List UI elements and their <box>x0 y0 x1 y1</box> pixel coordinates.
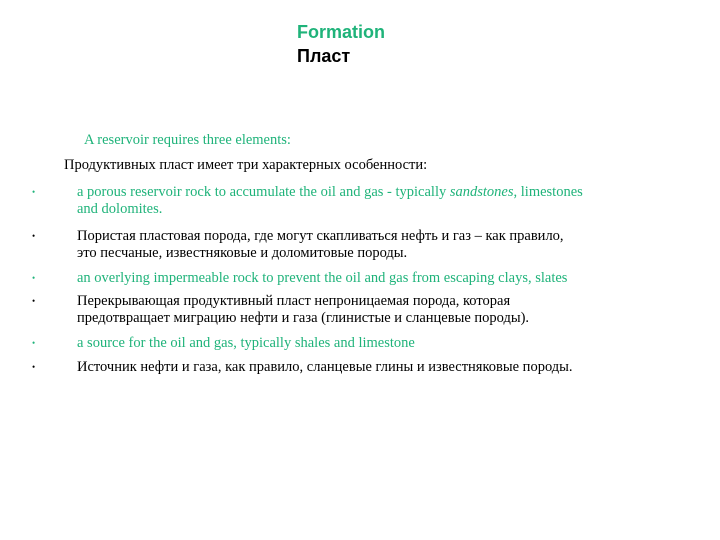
bullet-icon: • <box>32 187 36 197</box>
bullet-icon: • <box>32 338 36 348</box>
list-item-line: an overlying impermeable rock to prevent the oil and gas from escaping clays, slates <box>77 270 568 286</box>
list-item-text: a porous reservoir rock to accumulate the oil and gas - typically <box>77 184 450 200</box>
list-item-text: , limestones <box>513 184 583 200</box>
list-item <box>32 184 687 218</box>
title-english: Formation <box>297 22 385 42</box>
bullet-icon: • <box>32 296 36 306</box>
list-item-line: это песчаные, известняковые и доломитовые породы. <box>77 245 408 261</box>
list-item <box>32 335 687 352</box>
list-item-line: предотвращает миграцию нефти и газа (глинистые и сланцевые породы). <box>77 310 530 326</box>
list-item-line: and dolomites. <box>77 201 163 217</box>
bullet-icon: • <box>32 273 36 283</box>
title-russian: Пласт <box>297 46 351 66</box>
list-item <box>32 293 687 327</box>
list-item <box>32 359 687 376</box>
list-item-line: Перекрывающая продуктивный пласт непроницаемая порода, которая <box>77 293 511 309</box>
list-item-line: Пористая пластовая порода, где могут скапливаться нефть и газ – как правило, <box>77 228 564 244</box>
intro-english: A reservoir requires three elements: <box>84 132 291 148</box>
bullet-icon: • <box>32 231 36 241</box>
list-item <box>32 270 687 287</box>
list-item-italic-text: sandstones <box>449 184 514 200</box>
list-item <box>32 228 687 262</box>
list-item-line <box>77 184 687 201</box>
list-item-line: a source for the oil and gas, typically shales and limestone <box>77 335 415 351</box>
intro-russian: Продуктивных пласт имеет три характерных особенности: <box>64 157 428 173</box>
bullet-icon: • <box>32 362 36 372</box>
list-item-line: Источник нефти и газа, как правило, сланцевые глины и известняковые породы. <box>77 359 573 375</box>
